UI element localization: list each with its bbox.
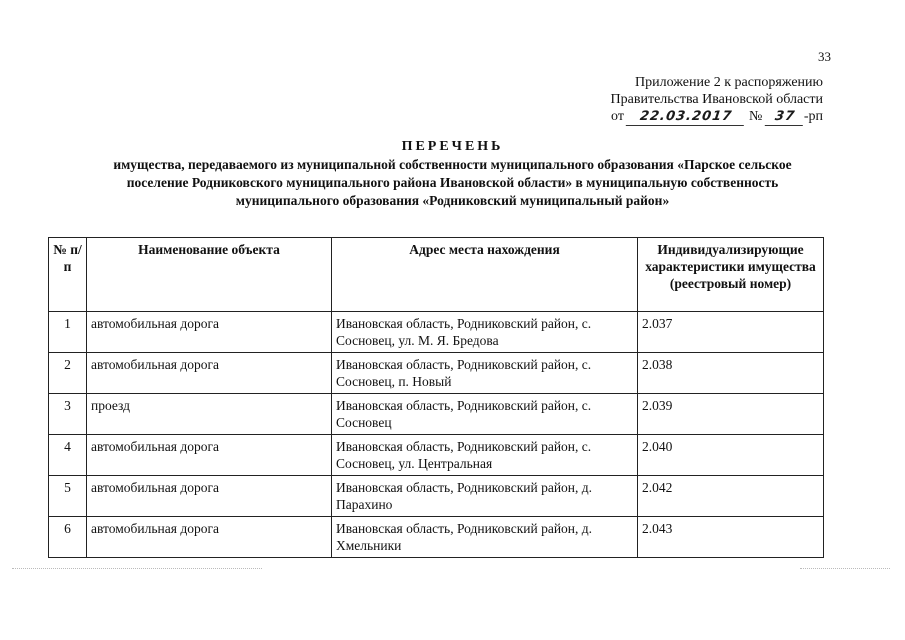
page-number: 33 bbox=[818, 49, 831, 64]
cell-name: автомобильная дорога bbox=[87, 476, 332, 517]
scan-artifact bbox=[12, 568, 262, 569]
cell-num: 3 bbox=[49, 394, 87, 435]
cell-address: Ивановская область, Родниковский район, с. Сосновец bbox=[332, 394, 638, 435]
scan-artifact bbox=[800, 568, 890, 569]
document-title: ПЕРЕЧЕНЬ bbox=[401, 139, 504, 154]
appendix-line-3 bbox=[493, 108, 823, 126]
cell-address: Ивановская область, Родниковский район, д. Парахино bbox=[332, 476, 638, 517]
subtitle-line-3: муниципального образования «Родниковский муниципальный район» bbox=[235, 193, 670, 208]
table-row bbox=[49, 476, 824, 517]
cell-code: 2.042 bbox=[638, 476, 824, 517]
cell-address: Ивановская область, Родниковский район, с. Сосновец, ул. М. Я. Бредова bbox=[332, 312, 638, 353]
cell-name: автомобильная дорога bbox=[87, 517, 332, 558]
cell-num: 6 bbox=[49, 517, 87, 558]
cell-address: Ивановская область, Родниковский район, д. Хмельники bbox=[332, 517, 638, 558]
header-num: № п/п bbox=[49, 238, 87, 312]
cell-num: 2 bbox=[49, 353, 87, 394]
table-body bbox=[49, 312, 824, 558]
appendix-header bbox=[493, 74, 823, 126]
cell-code: 2.040 bbox=[638, 435, 824, 476]
handwritten-number: 37 bbox=[765, 108, 806, 126]
cell-num: 5 bbox=[49, 476, 87, 517]
subtitle-line-1: имущества, передаваемого из муниципальной собственности муниципального образования «Парское сельское bbox=[113, 157, 792, 172]
appendix-line-2: Правительства Ивановской области bbox=[610, 92, 823, 107]
table-row bbox=[49, 435, 824, 476]
table-row bbox=[49, 517, 824, 558]
document-heading bbox=[40, 138, 865, 210]
document-subtitle bbox=[40, 156, 865, 210]
number-suffix: -рп bbox=[803, 109, 823, 124]
header-name: Наименование объекта bbox=[87, 238, 332, 312]
table-row bbox=[49, 312, 824, 353]
date-prefix: от bbox=[611, 109, 624, 124]
cell-name: автомобильная дорога bbox=[87, 312, 332, 353]
appendix-line-1: Приложение 2 к распоряжению bbox=[635, 75, 823, 90]
cell-address: Ивановская область, Родниковский район, с. Сосновец, п. Новый bbox=[332, 353, 638, 394]
table-header-row bbox=[49, 238, 824, 312]
handwritten-date: 22.03.2017 bbox=[626, 108, 747, 126]
cell-name: автомобильная дорога bbox=[87, 435, 332, 476]
property-table bbox=[48, 237, 824, 558]
cell-code: 2.043 bbox=[638, 517, 824, 558]
header-address: Адрес места нахождения bbox=[332, 238, 638, 312]
cell-address: Ивановская область, Родниковский район, с. Сосновец, ул. Центральная bbox=[332, 435, 638, 476]
cell-code: 2.039 bbox=[638, 394, 824, 435]
cell-name: проезд bbox=[87, 394, 332, 435]
cell-code: 2.037 bbox=[638, 312, 824, 353]
cell-code: 2.038 bbox=[638, 353, 824, 394]
header-characteristics: Индивидуализирующие характеристики имущества (реестровый номер) bbox=[638, 238, 824, 312]
table-row bbox=[49, 394, 824, 435]
cell-num: 4 bbox=[49, 435, 87, 476]
cell-name: автомобильная дорога bbox=[87, 353, 332, 394]
cell-num: 1 bbox=[49, 312, 87, 353]
subtitle-line-2: поселение Родниковского муниципального района Ивановской области» в муниципальную собственность bbox=[126, 175, 779, 190]
table-row bbox=[49, 353, 824, 394]
number-prefix: № bbox=[748, 109, 763, 124]
